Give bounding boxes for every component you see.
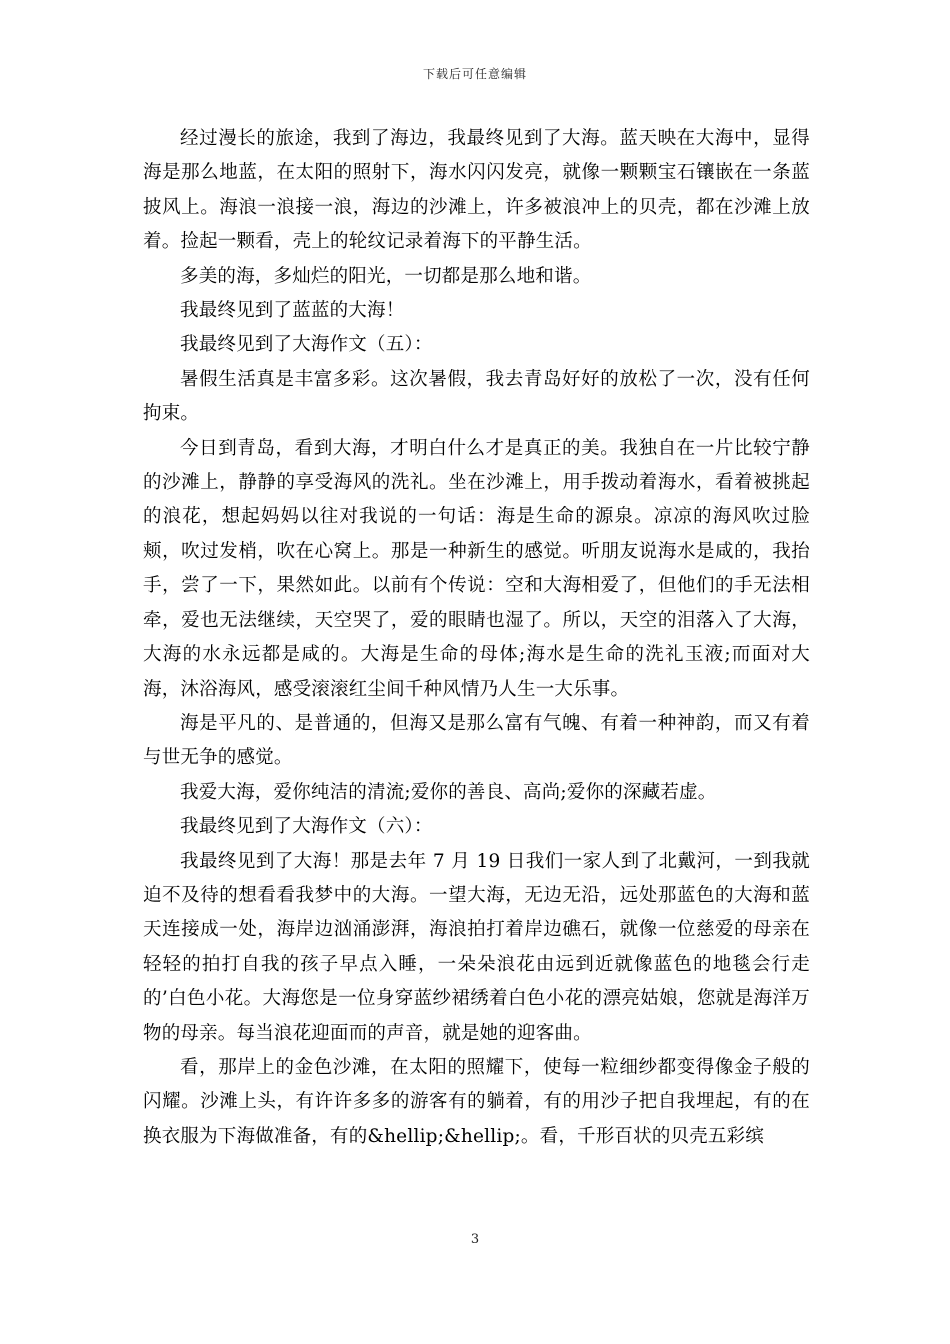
paragraph: 我最终见到了大海！那是去年 7 月 19 日我们一家人到了北戴河，一到我就迫不及待的想看看我梦中的大海。一望大海，无边无沿，远处那蓝色的大海和蓝天连接成一处，海岸边汹涌澎湃，海浪拍打着岸边礁石，就像一位慈爱的母亲在轻轻的拍打自我的孩子早点入睡，一朵朵浪花由远到近就像蓝色的地毯会行走的’白色小花。大海您是一位身穿蓝纱裙绣着白色小花的漂亮姑娘，您就是海洋万物的母亲。每当浪花迎面而的声音，就是她的迎客曲。 — [143, 850, 810, 1044]
section-heading: 我最终见到了大海作文（六）： — [180, 816, 433, 838]
paragraph: 看，那岸上的金色沙滩，在太阳的照耀下，使每一粒细纱都变得像金子般的闪耀。沙滩上头，有许许多多的游客有的躺着，有的用沙子把自我埋起，有的在换衣服为下海做准备，有的&hellip;&hellip;。看，千形百状的贝壳五彩缤 — [143, 1056, 810, 1147]
paragraph: 今日到青岛，看到大海，才明白什么才是真正的美。我独自在一片比较宁静的沙滩上，静静的享受海风的洗礼。坐在沙滩上，用手拨动着海水，看着被挑起的浪花，想起妈妈以往对我说的一句话：海是生命的源泉。凉凉的海风吹过脸颊，吹过发梢，吹在心窝上。那是一种新生的感觉。听朋友说海水是咸的，我抬手，尝了一下，果然如此。以前有个传说：空和大海相爱了，但他们的手无法相牵，爱也无法继续，天空哭了，爱的眼睛也湿了。所以，天空的泪落入了大海，大海的水永远都是咸的。大海是生命的母体;海水是生命的洗礼玉液;而面对大海，沐浴海风，感受滚滚红尘间千种风情乃人生一大乐事。 — [143, 437, 810, 700]
page-number: 3 — [470, 1232, 480, 1247]
paragraph: 我爱大海，爱你纯洁的清流;爱你的善良、高尚;爱你的深藏若虚。 — [180, 781, 717, 803]
paragraph: 我最终见到了蓝蓝的大海！ — [180, 300, 405, 322]
section-heading: 我最终见到了大海作文（五）： — [180, 334, 433, 356]
document-body — [143, 122, 810, 1154]
paragraph: 多美的海，多灿烂的阳光，一切都是那么地和谐。 — [180, 265, 592, 287]
paragraph: 经过漫长的旅途，我到了海边，我最终见到了大海。蓝天映在大海中，显得海是那么地蓝，在太阳的照射下，海水闪闪发亮，就像一颗颗宝石镶嵌在一条蓝披风上。海浪一浪接一浪，海边的沙滩上，许多被浪冲上的贝壳，都在沙滩上放着。捡起一颗看，壳上的轮纹记录着海下的平静生活。 — [143, 128, 810, 253]
paragraph: 暑假生活真是丰富多彩。这次暑假，我去青岛好好的放松了一次，没有任何拘束。 — [143, 368, 810, 425]
paragraph: 海是平凡的、是普通的，但海又是那么富有气魄、有着一种神韵，而又有着与世无争的感觉。 — [143, 712, 810, 769]
page-header: 下载后可任意编辑 — [422, 67, 527, 81]
